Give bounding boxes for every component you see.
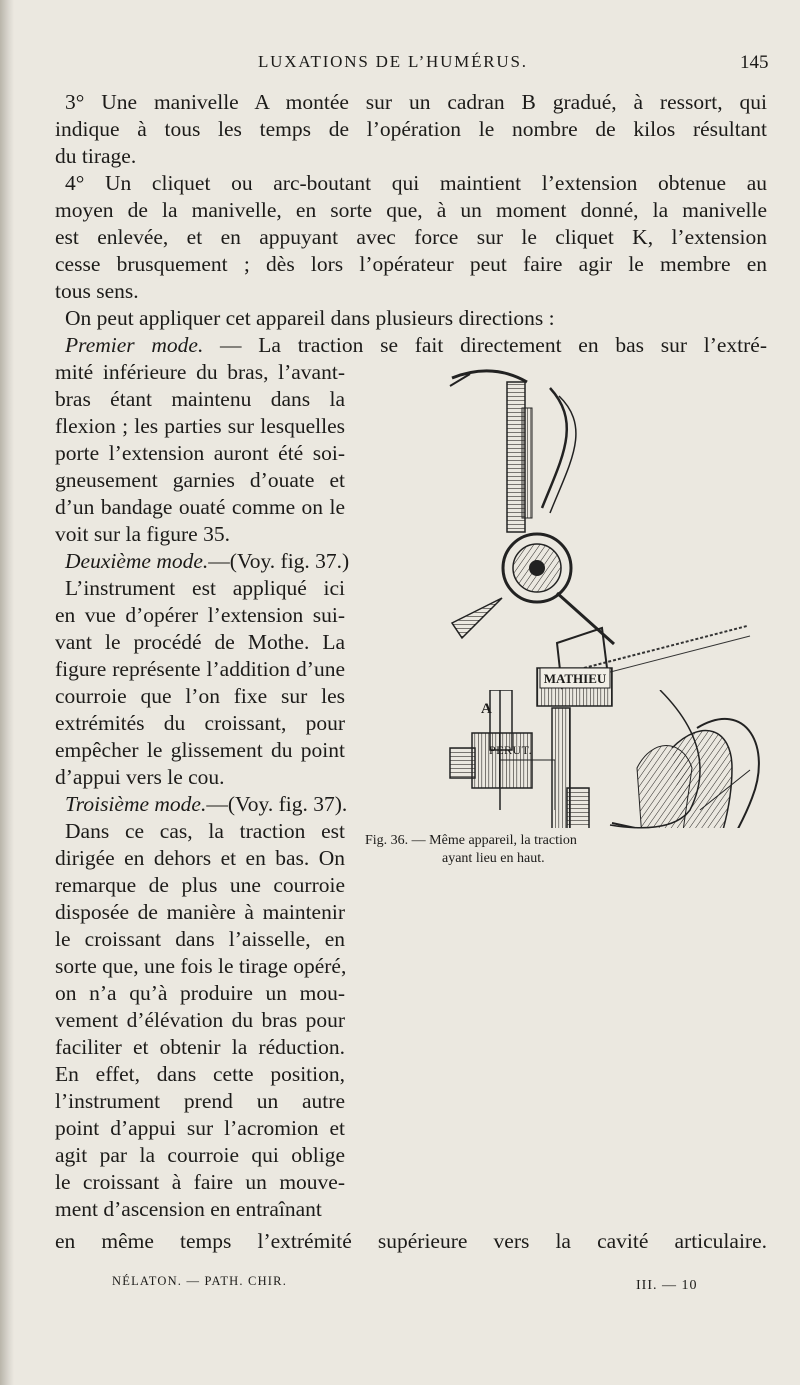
page-header [0, 52, 800, 76]
mode-text: —(Voy. fig. 37.) [208, 549, 350, 573]
text-line: point d’appui sur l’acromion et [55, 1116, 345, 1140]
text-line: moyen de la manivelle, en sorte que, à un moment donné, la manivelle [55, 198, 767, 222]
text-line [65, 548, 355, 575]
footer-signature: III. — 10 [636, 1278, 698, 1293]
text-line: Dans ce cas, la traction est [65, 819, 345, 843]
caption-line: ayant lieu en haut. [442, 851, 545, 866]
text-line: vement d’élévation du bras pour [55, 1008, 345, 1032]
text-line: le croissant dans l’aisselle, en [55, 927, 345, 951]
text-line: 4° Un cliquet ou arc-boutant qui maintient l’extension obtenue au [65, 171, 767, 195]
text-line: ment d’ascension en entraînant [55, 1197, 322, 1221]
running-title: LUXATIONS DE L’HUMÉRUS. [258, 52, 528, 71]
text-line: du tirage. [55, 144, 137, 168]
page-number: 145 [740, 52, 769, 73]
text-line: figure représente l’addition d’une [55, 657, 345, 681]
apparatus-lower-detail [460, 690, 770, 830]
text-line: bras étant maintenu dans la [55, 387, 345, 411]
text-line: dirigée en dehors et en bas. On [55, 846, 345, 870]
text-line: disposée de manière à maintenir [55, 900, 345, 924]
text-line: porte l’extension auront été soi- [55, 441, 345, 465]
text-line: d’un bandage ouaté comme on le [55, 495, 345, 519]
text-line: l’instrument prend un autre [55, 1089, 345, 1113]
mode-text: —(Voy. fig. 37). [206, 792, 348, 816]
mode-title: Troisième mode. [65, 792, 207, 816]
text-line: 3° Une manivelle A montée sur un cadran B gradué, à ressort, qui [65, 90, 767, 114]
text-line: On peut appliquer cet appareil dans plusieurs directions : [65, 306, 555, 330]
figure-caption [365, 832, 770, 868]
text-line: on n’a qu’à produire un mou- [55, 981, 345, 1005]
text-line: En effet, dans cette position, [55, 1062, 345, 1086]
text-line: tous sens. [55, 279, 139, 303]
text-line: voit sur la figure 35. [55, 522, 230, 546]
caption-line: Fig. 36. — Même appareil, la traction [365, 833, 577, 848]
text-line: L’instrument est appliqué ici [65, 576, 345, 600]
text-line [65, 791, 355, 818]
footer-author: NÉLATON. — PATH. CHIR. [112, 1274, 288, 1288]
text-line: faciliter et obtenir la réduction. [55, 1035, 345, 1059]
text-line: cesse brusquement ; dès lors l’opérateur peut faire agir le membre en [55, 252, 767, 276]
mode-text: — La traction se fait directement en bas sur l’extré- [203, 333, 767, 357]
mode-title: Premier mode. [65, 333, 204, 357]
text-line: courroie que l’on fixe sur les [55, 684, 345, 708]
maker-mark: MATHIEU [543, 671, 607, 686]
text-line [65, 332, 767, 359]
mode-title: Deuxième mode. [65, 549, 209, 573]
text-line: indique à tous les temps de l’opération le nombre de kilos résultant [55, 117, 767, 141]
text-line: est enlevée, et en appuyant avec force sur le cliquet K, l’extension [55, 225, 767, 249]
text-line: flexion ; les parties sur lesquelles [55, 414, 345, 438]
text-line: sorte que, une fois le tirage opéré, [55, 954, 347, 978]
text-line: empêcher le glissement du point [55, 738, 345, 762]
maker-mark: PERUT. [489, 743, 533, 757]
binding-shadow [0, 0, 14, 1385]
text-line: gneusement garnies d’ouate et [55, 468, 345, 492]
text-line: le croissant à faire un mouve- [55, 1170, 345, 1194]
text-line: en vue d’opérer l’extension sui- [55, 603, 345, 627]
text-line: en même temps l’extrémité supérieure vers la cavité articulaire. [55, 1229, 767, 1253]
figure-label-a: A [481, 701, 492, 717]
text-line: vant le procédé de Mothe. La [55, 630, 345, 654]
text-line: d’appui vers le cou. [55, 765, 225, 789]
text-line: extrémités du croissant, pour [55, 711, 345, 735]
text-line: mité inférieure du bras, l’avant- [55, 360, 345, 384]
text-line: agit par la courroie qui oblige [55, 1143, 345, 1167]
text-line: remarque de plus une courroie [55, 873, 345, 897]
